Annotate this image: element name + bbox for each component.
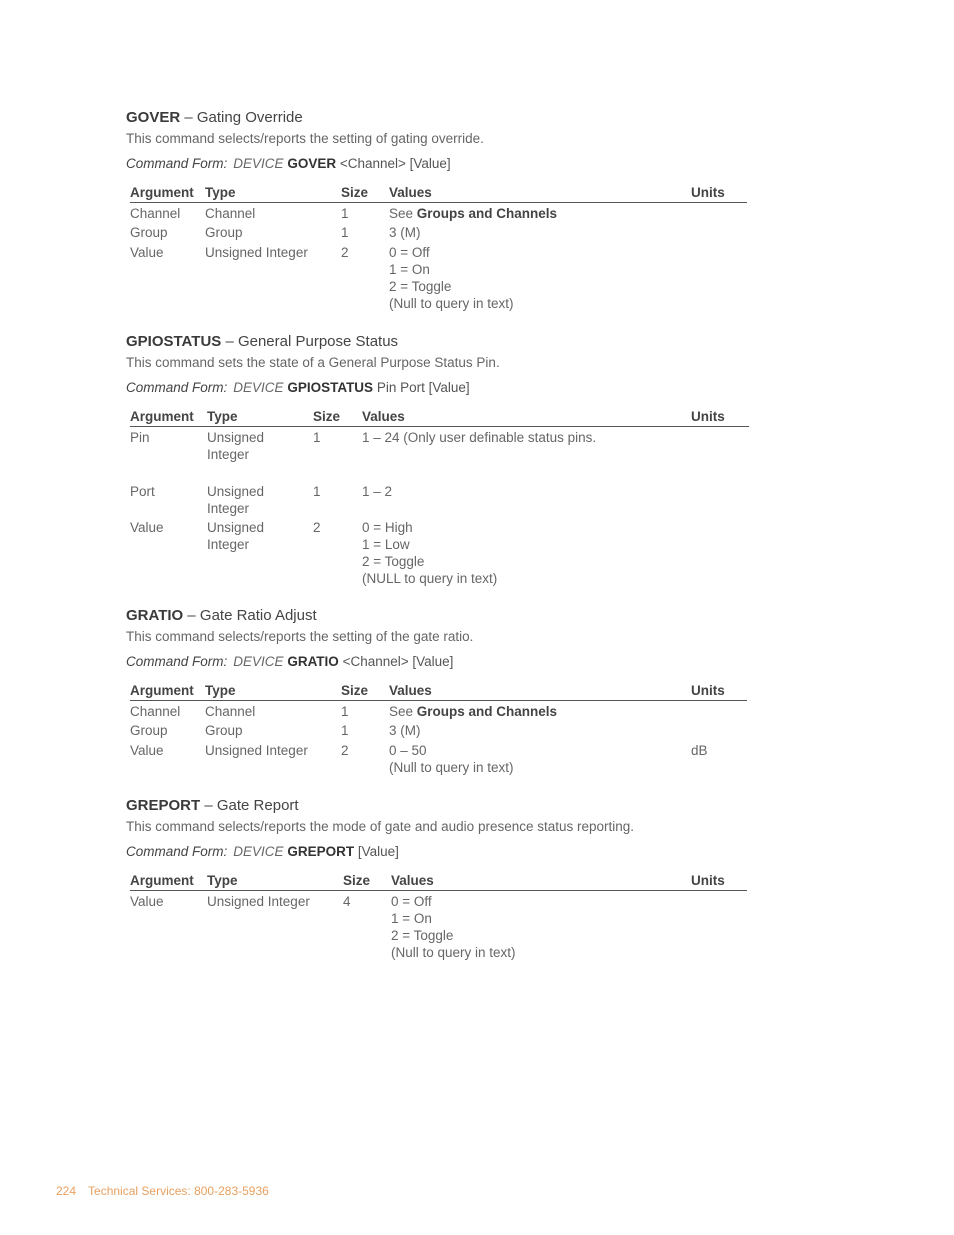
argument-table: [130, 683, 747, 776]
table-header-row: Argument Type Size Values Units: [130, 683, 747, 701]
section-heading: GREPORT – Gate Report: [126, 797, 299, 814]
section-description: This command selects/reports the setting of the gate ratio.: [126, 629, 474, 644]
table-header-row: Argument Type Size Values Units: [130, 409, 749, 427]
table-row: Value Unsigned Integer 2 0 = High 1 = Low 2 = Toggle (NULL to query in text): [130, 519, 498, 586]
page-footer: [56, 1184, 269, 1198]
argument-table: [130, 873, 747, 961]
command-form: Command Form: DEVICE GRATIO <Channel> [Value]: [126, 654, 454, 669]
table-header-row: Argument Type Size Values Units: [130, 873, 747, 891]
section-description: This command selects/reports the setting of gating override.: [126, 131, 484, 146]
table-row: Port Unsigned Integer 1 1 – 2: [130, 483, 393, 516]
table-row: Channel Channel 1 See Groups and Channels: [130, 206, 558, 221]
table-row: Group Group 1 3 (M): [130, 225, 421, 240]
table-row: Value Unsigned Integer 2 0 = Off 1 = On 2 = Toggle (Null to query in text): [130, 245, 514, 311]
command-form: Command Form: DEVICE GREPORT [Value]: [126, 844, 399, 859]
section-description: This command selects/reports the mode of gate and audio presence status reporting.: [126, 819, 635, 834]
command-form: Command Form: DEVICE GOVER <Channel> [Value]: [126, 156, 451, 171]
section-heading: GPIOSTATUS – General Purpose Status: [126, 333, 399, 350]
table-row: Value Unsigned Integer 2 0 – 50 (Null to query in text) dB: [130, 743, 708, 775]
page-number: 224: [56, 1184, 77, 1198]
command-form: Command Form: DEVICE GPIOSTATUS Pin Port [Value]: [126, 380, 470, 395]
argument-table: [130, 185, 747, 312]
section-greport: [126, 796, 746, 961]
section-gratio: [126, 606, 746, 776]
argument-table: [130, 409, 749, 587]
table-header-row: Argument Type Size Values Units: [130, 185, 747, 203]
table-row: Pin Unsigned Integer 1 1 – 24 (Only user definable status pins.: [130, 430, 597, 462]
footer-text: Technical Services: 800-283-5936: [88, 1184, 269, 1198]
table-row: Channel Channel 1 See Groups and Channels: [130, 704, 558, 719]
section-heading: GRATIO – Gate Ratio Adjust: [126, 607, 317, 624]
section-gover: [126, 108, 746, 312]
table-row: Group Group 1 3 (M): [130, 723, 421, 738]
section-description: This command sets the state of a General Purpose Status Pin.: [126, 355, 500, 370]
section-gpiostatus: [126, 332, 746, 587]
section-heading: GOVER – Gating Override: [126, 109, 303, 126]
table-row: Value Unsigned Integer 4 0 = Off 1 = On 2 = Toggle (Null to query in text): [130, 894, 516, 960]
